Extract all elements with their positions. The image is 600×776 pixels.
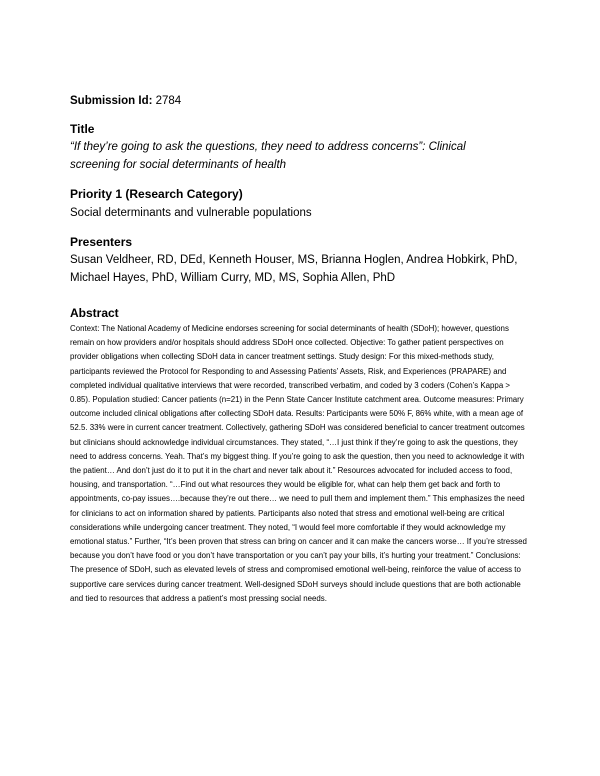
title-heading: Title [70,122,95,136]
abstract-text: Context: The National Academy of Medicine endorses screening for social determinants of health (SDoH); however, questions remain on how providers and/or hospitals should address SDoH once collected. Objective: To gather patient perspectives on provider obligations when collecting SDoH data in cancer treatment settings. Study design: For this mixed-methods study, participants reviewed the Protocol for Responding to and Assessing Patients’ Assets, Risk, and Experiences (PRAPARE) and completed individual qualitative interviews that were recorded, transcribed verbatim, and coded by 3 coders (Cohen’s Kappa > 0.85). Population studied: Cancer patients (n=21) in the Penn State Cancer Institute catchment area. Outcome measures: Primary outcome included clinical obligations after collecting SDoH data. Results: Participants were 50% F, 86% white, with a mean age of 52.5. 33% were in current cancer treatment. Collectively, gathering SDoH was considered beneficial to cancer treatment outcomes but clinicians should acknowledge individual circumstances. They stated, “…I just think if they’re going to ask the questions, they need to address concerns. Yeah. That’s my biggest thing. If you’re going to ask the question, then you need to acknowledge it with the patient… And don’t just do it to put it in the chart and never talk about it.” Resources advocated for included access to food, housing, and transportation. “…Find out what resources they would be eligible for, what can help them get back and forth to appointments, co-pay issues….because they’re out there… we need to pull them and implement them.” This emphasizes the need for clinicians to act on information shared by patients. Participants also noted that stress and emotional well-being are critical considerations while undergoing cancer treatment. They noted, “I would feel more comfortable if they would acknowledge my emotional status.” Further, “It’s been proven that stress can bring on cancer and it can make the cancers worse… If you’re stressed because you don’t have food or you don’t have transportation or you can’t pay your bills, it’s hurting your treatment.” Conclusions: The presence of SDoH, such as elevated levels of stress and compromised emotional well-being, reinforce the value of access to supportive care services during cancer treatment. Well-designed SDoH surveys should include questions that are both actionable and tied to resources that address a patient’s most pressing social needs. [70,324,527,603]
priority-text: Social determinants and vulnerable populations [70,207,312,219]
presenters-heading: Presenters [70,235,133,249]
abstract-heading: Abstract [70,306,119,320]
submission-id-value: 2784 [155,95,182,107]
presenters-text: Susan Veldheer, RD, DEd, Kenneth Houser, MS, Brianna Hoglen, Andrea Hobkirk, PhD, Michael Hayes, PhD, William Curry, MD, MS, Sophia Allen, PhD [70,254,518,284]
submission-id-label: Submission Id: [70,95,153,107]
submission-id [70,95,181,107]
title-text: “If they’re going to ask the questions, they need to address concerns”: Clinical screening for social determinants of health [70,141,466,171]
priority-heading: Priority 1 (Research Category) [70,187,243,201]
